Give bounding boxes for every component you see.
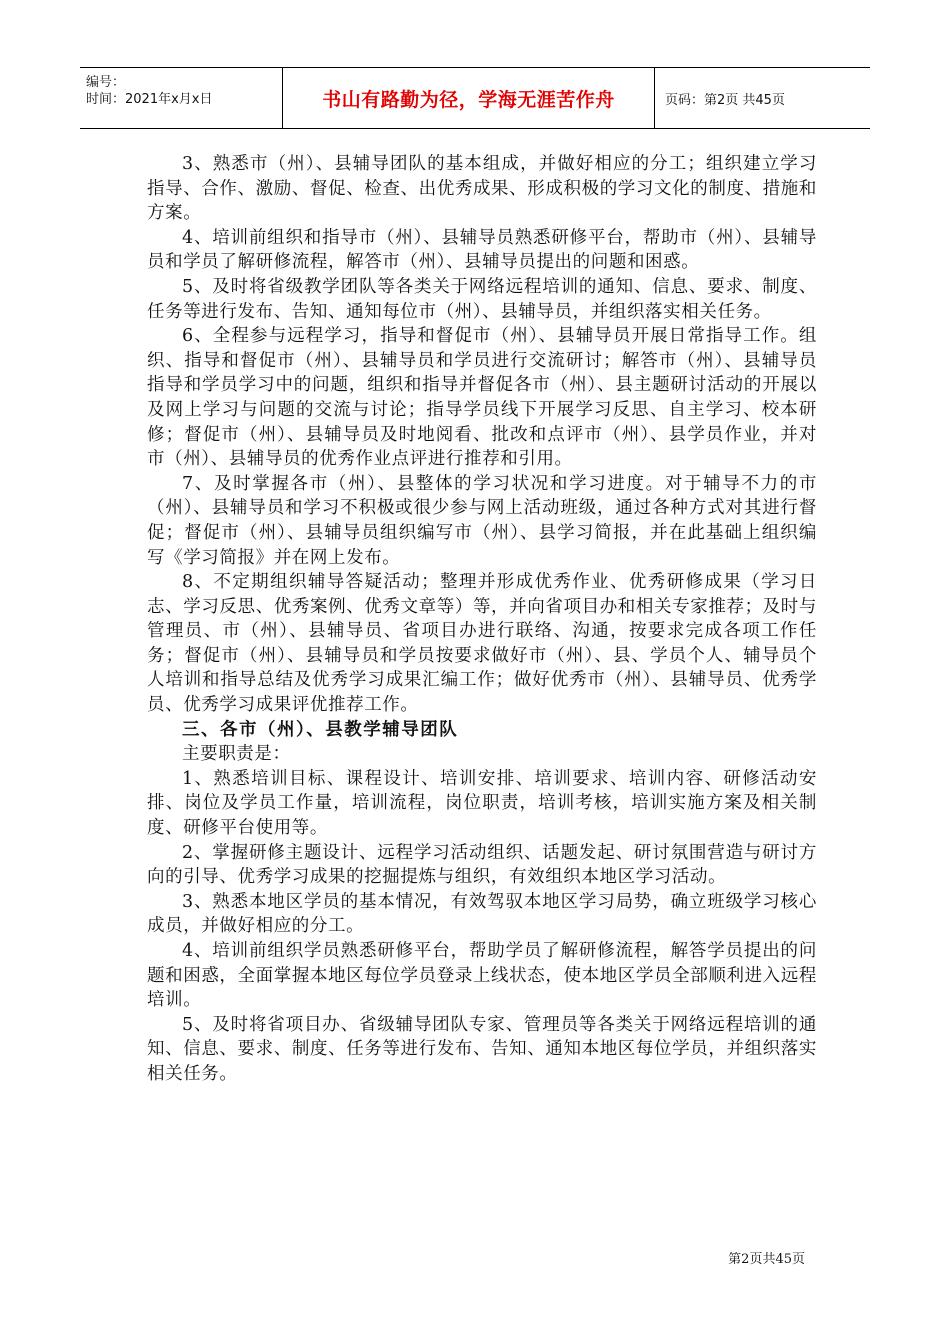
section-heading: 三、各市（州）、县教学辅导团队 [182,719,459,740]
duties-intro: 主要职责是： [182,744,291,765]
duty-item: 1、熟悉培训目标、课程设计、培训安排、培训要求、培训内容、研修活动安排、岗位及学员工作量，培训流程，岗位职责，培训考核，培训实施方案及相关制度、研修平台使用等。 [147,768,817,839]
document-date: 时间：2021年x月x日 [86,92,213,107]
duty-item: 3、熟悉本地区学员的基本情况，有效驾驭本地区学习局势，确立班级学习核心成员，并做好相应的分工。 [147,891,817,937]
paragraph: 4、培训前组织和指导市（州）、县辅导员熟悉研修平台，帮助市（州）、县辅导员和学员了解研修流程，解答市（州）、县辅导员提出的问题和困惑。 [147,227,817,273]
paragraph: 6、全程参与远程学习，指导和督促市（州）、县辅导员开展日常指导工作。组织、指导和督促市（州）、县辅导员和学员进行交流研讨；解答市（州）、县辅导员指导和学员学习中的问题，组织和指导并督促各市（州）、县主题研讨活动的开展以及网上学习与问题的交流与讨论；指导学员线下开展学习反思、自主学习、校本研修；督促市（州）、县辅导员及时地阅看、批改和点评市（州）、县学员作业，并对市（州）、县辅导员的优秀作业点评进行推荐和引用。 [147,326,817,470]
document-number-label: 编号： [86,75,126,90]
paragraph: 7、及时掌握各市（州）、县整体的学习状况和学习进度。对于辅导不力的市（州）、县辅导员和学习不积极或很少参与网上活动班级，通过各种方式对其进行督促；督促市（州）、县辅导员组织编写市（州）、县学习简报，并在此基础上组织编写《学习简报》并在网上发布。 [147,473,817,568]
header-meta [80,68,283,128]
page-footer: 第2页共45页 [728,1252,805,1267]
document-header [80,67,870,129]
header-motto: 书山有路勤为径，学海无涯苦作舟 [283,68,655,128]
paragraph: 3、熟悉市（州）、县辅导团队的基本组成，并做好相应的分工；组织建立学习指导、合作、激励、督促、检查、出优秀成果、形成积极的学习文化的制度、措施和方案。 [147,154,817,224]
document-body [147,152,817,1087]
duty-item: 4、培训前组织学员熟悉研修平台，帮助学员了解研修流程，解答学员提出的问题和困惑，全面掌握本地区每位学员登录上线状态，使本地区学员全部顺利进入远程培训。 [147,941,817,1011]
duty-item: 2、掌握研修主题设计、远程学习活动组织、话题发起、研讨氛围营造与研讨方向的引导、优秀学习成果的挖掘提炼与组织，有效组织本地区学习活动。 [147,842,817,888]
duty-item: 5、及时将省项目办、省级辅导团队专家、管理员等各类关于网络远程培训的通知、信息、要求、制度、任务等进行发布、告知、通知本地区每位学员，并组织落实相关任务。 [147,1014,817,1084]
paragraph: 5、及时将省级教学团队等各类关于网络远程培训的通知、信息、要求、制度、任务等进行发布、告知、通知每位市（州）、县辅导员，并组织落实相关任务。 [147,276,817,322]
header-page-info: 页码：第2页 共45页 [665,92,785,108]
paragraph: 8、不定期组织辅导答疑活动；整理并形成优秀作业、优秀研修成果（学习日志、学习反思、优秀案例、优秀文章等）等，并向省项目办和相关专家推荐；及时与管理员、市（州）、县辅导员、省项目办进行联络、沟通，按要求完成各项工作任务；督促市（州）、县辅导员和学员按要求做好市（州）、县、学员个人、辅导员个人培训和指导总结及优秀学习成果汇编工作；做好优秀市（州）、县辅导员、优秀学员、优秀学习成果评优推荐工作。 [147,572,817,716]
